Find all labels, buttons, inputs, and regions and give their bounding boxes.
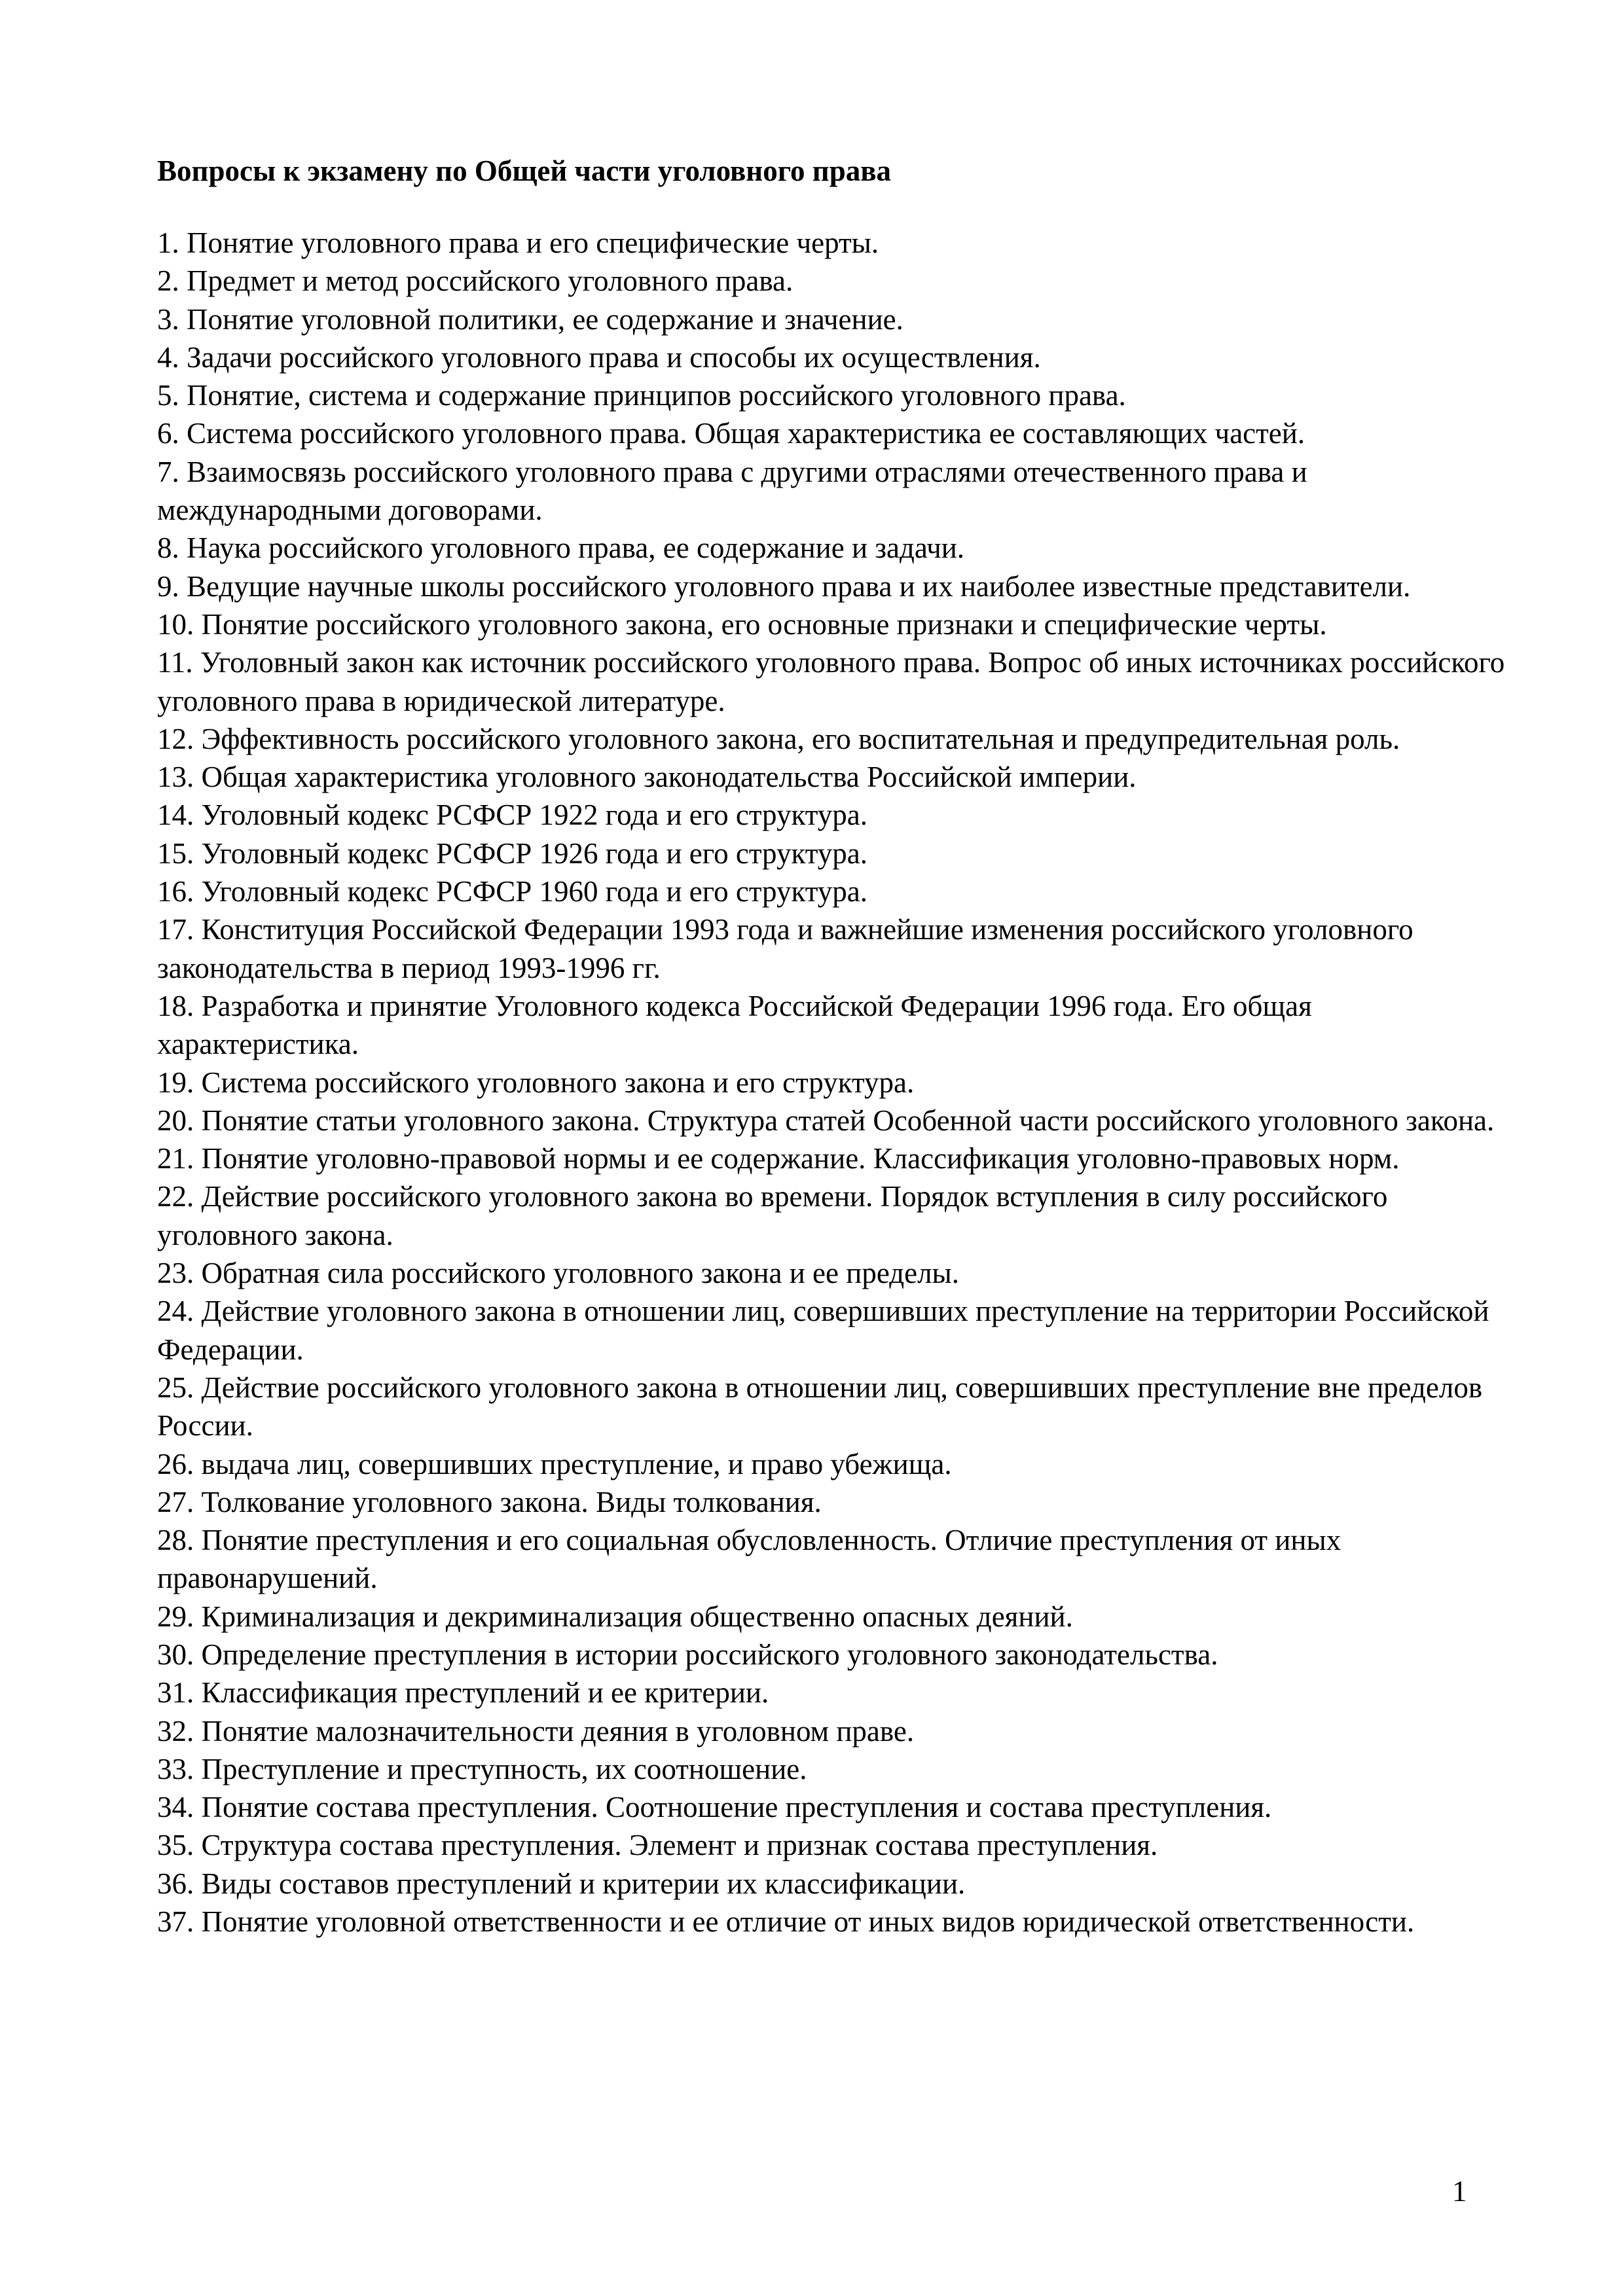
question-item: 16. Уголовный кодекс РСФСР 1960 года и его структура.	[157, 875, 868, 908]
document-title: Вопросы к экзамену по Общей части уголовного права	[157, 154, 892, 187]
question-item: 35. Структура состава преступления. Элемент и признак состава преступления.	[157, 1829, 1158, 1862]
question-item: 5. Понятие, система и содержание принципов российского уголовного права.	[157, 379, 1126, 412]
question-item: 9. Ведущие научные школы российского уголовного права и их наиболее известные представители.	[157, 569, 1411, 603]
question-item: 26. выдача лиц, совершивших преступление, и право убежища.	[157, 1447, 952, 1480]
question-item: 22. Действие российского уголовного закона во времени. Порядок вступления в силу российского уголовного закона.	[157, 1180, 1388, 1251]
question-list	[157, 224, 1519, 1941]
question-item: 21. Понятие уголовно-правовой нормы и ее содержание. Классификация уголовно-правовых норм.	[157, 1142, 1400, 1175]
question-item: 27. Толкование уголовного закона. Виды толкования.	[157, 1485, 822, 1518]
question-item: 7. Взаимосвязь российского уголовного права с другими отраслями отечественного права и международными договорами.	[157, 455, 1307, 527]
question-item: 4. Задачи российского уголовного права и способы их осуществления.	[157, 340, 1041, 374]
question-item: 30. Определение преступления в истории российского уголовного законодательства.	[157, 1638, 1218, 1671]
question-item: 10. Понятие российского уголовного закона, его основные признаки и специфические черты.	[157, 607, 1327, 641]
question-item: 32. Понятие малозначительности деяния в уголовном праве.	[157, 1714, 915, 1748]
question-item: 15. Уголовный кодекс РСФСР 1926 года и его структура.	[157, 836, 868, 870]
question-item: 36. Виды составов преступлений и критерии их классификации.	[157, 1867, 966, 1900]
question-item: 29. Криминализация и декриминализация общественно опасных деяний.	[157, 1600, 1073, 1633]
question-item: 19. Система российского уголовного закона и его структура.	[157, 1066, 915, 1099]
question-item: 12. Эффективность российского уголовного закона, его воспитательная и предупредительная роль.	[157, 722, 1400, 755]
question-item: 2. Предмет и метод российского уголовного права.	[157, 264, 793, 298]
question-item: 20. Понятие статьи уголовного закона. Структура статей Особенной части российского уголовного закона.	[157, 1103, 1495, 1137]
question-item: 33. Преступление и преступность, их соотношение.	[157, 1752, 807, 1785]
question-item: 14. Уголовный кодекс РСФСР 1922 года и его структура.	[157, 798, 868, 832]
question-item: 28. Понятие преступления и его социальная обусловленность. Отличие преступления от иных правонарушений.	[157, 1524, 1341, 1595]
page-number: 1	[1452, 2175, 1467, 2208]
question-item: 1. Понятие уголовного права и его специфические черты.	[157, 226, 879, 259]
question-item: 3. Понятие уголовной политики, ее содержание и значение.	[157, 302, 903, 336]
question-item: 6. Система российского уголовного права. Общая характеристика ее составляющих частей.	[157, 417, 1305, 450]
question-item: 23. Обратная сила российского уголовного закона и ее пределы.	[157, 1257, 960, 1290]
question-item: 31. Классификация преступлений и ее критерии.	[157, 1676, 769, 1710]
question-item: 17. Конституция Российской Федерации 1993 года и важнейшие изменения российского уголовного законодательства в период 1993-1996 гг.	[157, 913, 1413, 984]
question-item: 18. Разработка и принятие Уголовного кодекса Российской Федерации 1996 года. Его общая характеристика.	[157, 989, 1312, 1061]
question-item: 34. Понятие состава преступления. Соотношение преступления и состава преступления.	[157, 1791, 1272, 1824]
question-item: 13. Общая характеристика уголовного законодательства Российской империи.	[157, 761, 1137, 794]
question-item: 37. Понятие уголовной ответственности и ее отличие от иных видов юридической ответственности.	[157, 1905, 1415, 1939]
question-item: 8. Наука российского уголовного права, ее содержание и задачи.	[157, 531, 965, 565]
question-item: 25. Действие российского уголовного закона в отношении лиц, совершивших преступление вне пределов России.	[157, 1371, 1483, 1443]
question-item: 11. Уголовный закон как источник российского уголовного права. Вопрос об иных источниках российского уголовного права в юридической литературе.	[157, 646, 1505, 717]
question-item: 24. Действие уголовного закона в отношении лиц, совершивших преступление на территории Российской Федерации.	[157, 1295, 1489, 1366]
